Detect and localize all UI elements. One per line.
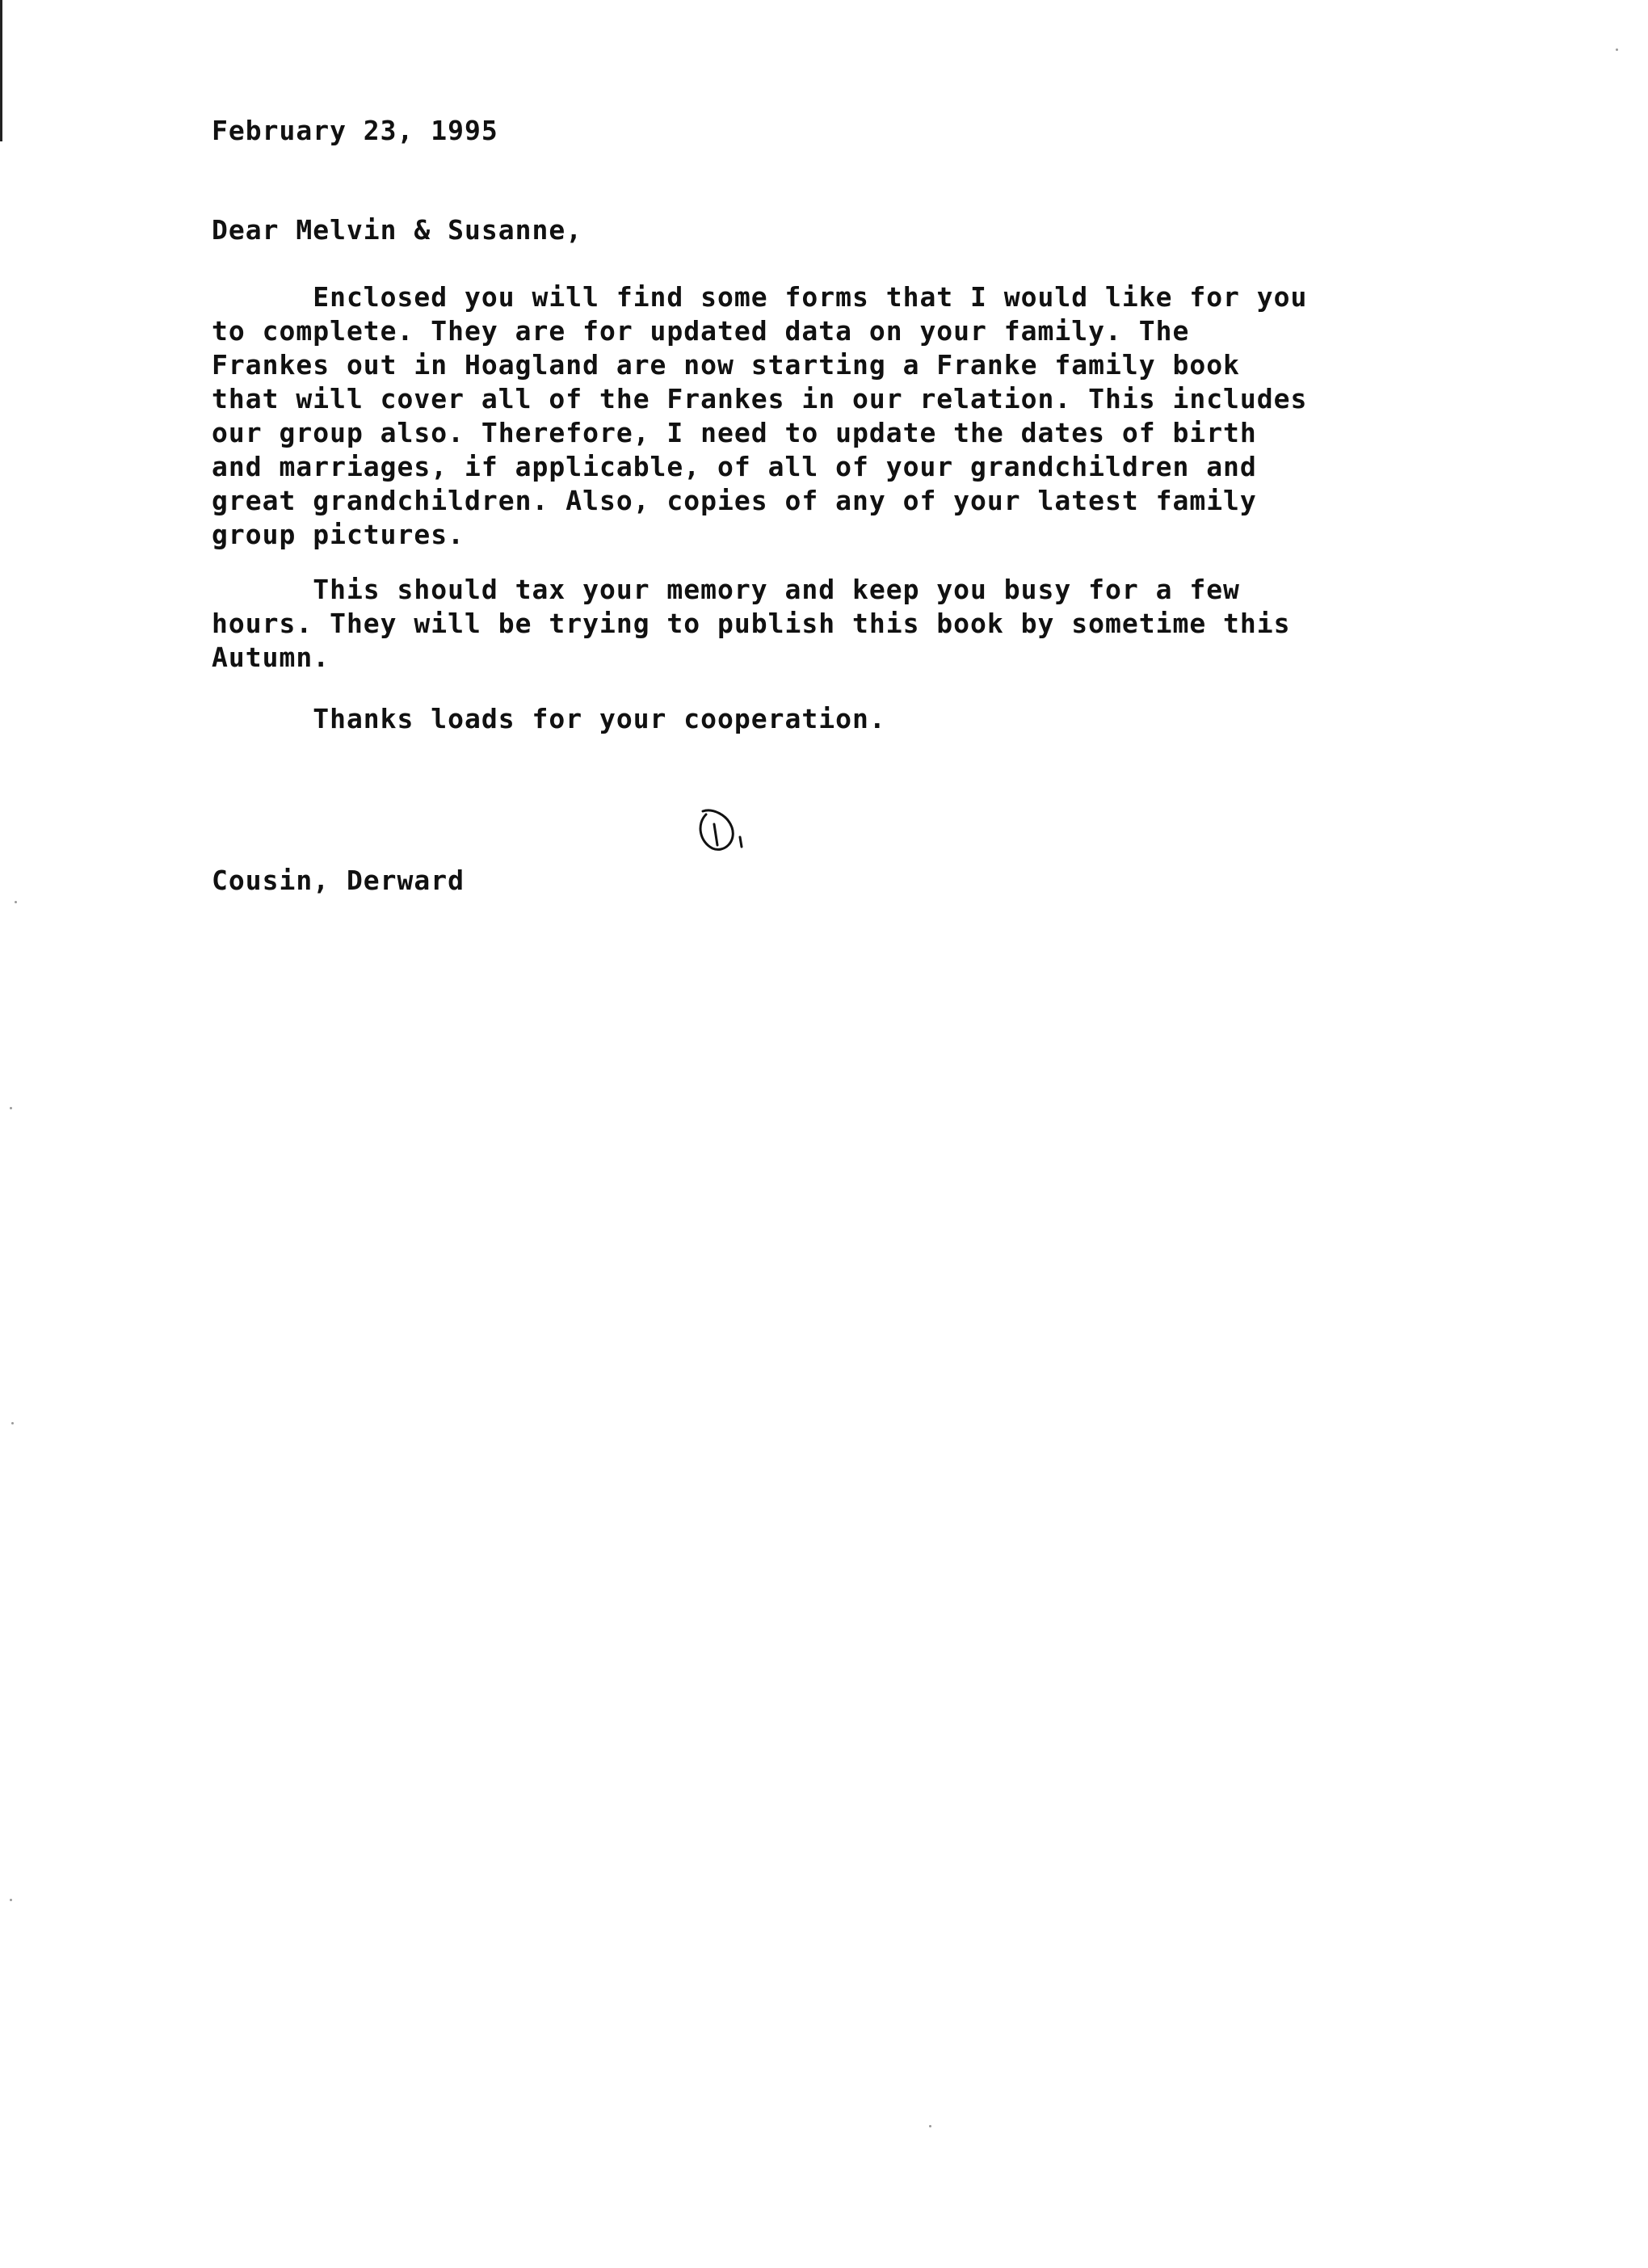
letter-date: February 23, 1995 [212, 115, 498, 146]
scan-speck [10, 1899, 12, 1901]
paragraph-line: group pictures. [212, 519, 465, 550]
signature-initial-icon [688, 792, 761, 865]
scan-edge-mark [0, 0, 2, 141]
paragraph-line: Thanks loads for your cooperation. [212, 703, 886, 734]
paragraph-line: our group also. Therefore, I need to update the dates of birth [212, 417, 1257, 448]
paragraph-line: This should tax your memory and keep you busy for a few [212, 574, 1240, 605]
paragraph-line: to complete. They are for updated data on your family. The [212, 315, 1190, 347]
paragraph-line: hours. They will be trying to publish this book by sometime this [212, 608, 1291, 639]
paragraph-line: and marriages, if applicable, of all of your grandchildren and [212, 451, 1257, 482]
scan-speck [1616, 48, 1618, 51]
paragraph-line: Autumn. [212, 642, 330, 673]
scan-speck [15, 901, 17, 903]
paragraph-line: great grandchildren. Also, copies of any of your latest family [212, 485, 1257, 516]
paragraph-line: Enclosed you will find some forms that I would like for you [212, 281, 1308, 313]
scan-speck [11, 1422, 14, 1424]
letter-salutation: Dear Melvin & Susanne, [212, 214, 583, 246]
scan-speck [10, 1107, 12, 1109]
scan-speck [929, 2125, 931, 2127]
paragraph-line: that will cover all of the Frankes in our relation. This includes [212, 383, 1308, 414]
paragraph-line: Frankes out in Hoagland are now starting a Franke family book [212, 349, 1240, 381]
letter-closing: Cousin, Derward [212, 865, 465, 896]
